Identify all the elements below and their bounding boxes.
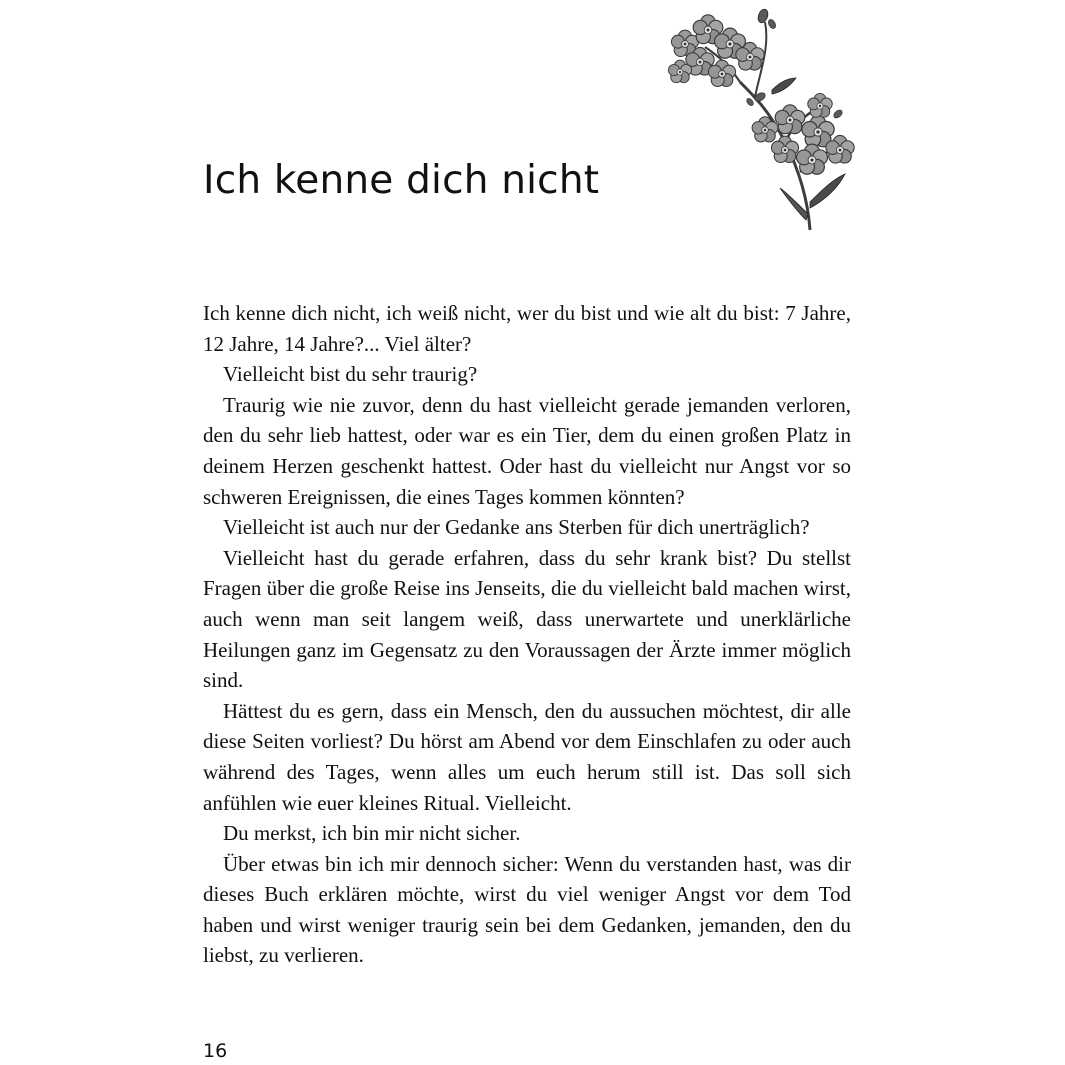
forget-me-not-flower-icon <box>660 2 870 234</box>
chapter-body <box>203 298 851 971</box>
page-number: 16 <box>203 1040 228 1062</box>
paragraph: Hättest du es gern, dass ein Mensch, den du aussuchen möchtest, dir alle diese Seiten vorliest? Du hörst am Abend vor dem Einschlafen zu oder auch während des Tages, wenn alles um euch herum still ist. Das soll sich anfühlen wie euer kleines Ritual. Vielleicht. <box>203 698 851 815</box>
paragraph: Vielleicht bist du sehr traurig? <box>223 362 478 387</box>
paragraph: Vielleicht hast du gerade erfahren, dass du sehr krank bist? Du stellst Fragen über die große Reise ins Jenseits, die du vielleicht bald machen wirst, auch wenn man seit langem weiß, dass unerwartete und unerklärliche Heilungen ganz im Gegensatz zu den Voraussagen der Ärzte immer möglich sind. <box>203 545 851 693</box>
paragraph: Traurig wie nie zuvor, denn du hast vielleicht gerade jemanden verloren, den du sehr lieb hattest, oder war es ein Tier, dem du einen großen Platz in deinem Herzen geschenkt hattest. Oder hast du vielleicht nur Angst vor so schweren Ereignissen, die eines Tages kommen könnten? <box>203 392 851 509</box>
paragraph: Ich kenne dich nicht, ich weiß nicht, wer du bist und wie alt du bist: 7 Jahre, 12 Jahre, 14 Jahre?... Viel älter? <box>203 301 851 356</box>
paragraph: Über etwas bin ich mir dennoch sicher: Wenn du verstanden hast, was dir dieses Buch erklären möchte, wirst du viel weniger Angst vor dem Tod haben und wirst weniger traurig sein bei dem Gedanken, jemanden, den du liebst, zu verlieren. <box>203 851 851 968</box>
paragraph: Du merkst, ich bin mir nicht sicher. <box>223 821 521 846</box>
paragraph: Vielleicht ist auch nur der Gedanke ans Sterben für dich unerträglich? <box>223 515 810 540</box>
chapter-title: Ich kenne dich nicht <box>203 158 600 203</box>
